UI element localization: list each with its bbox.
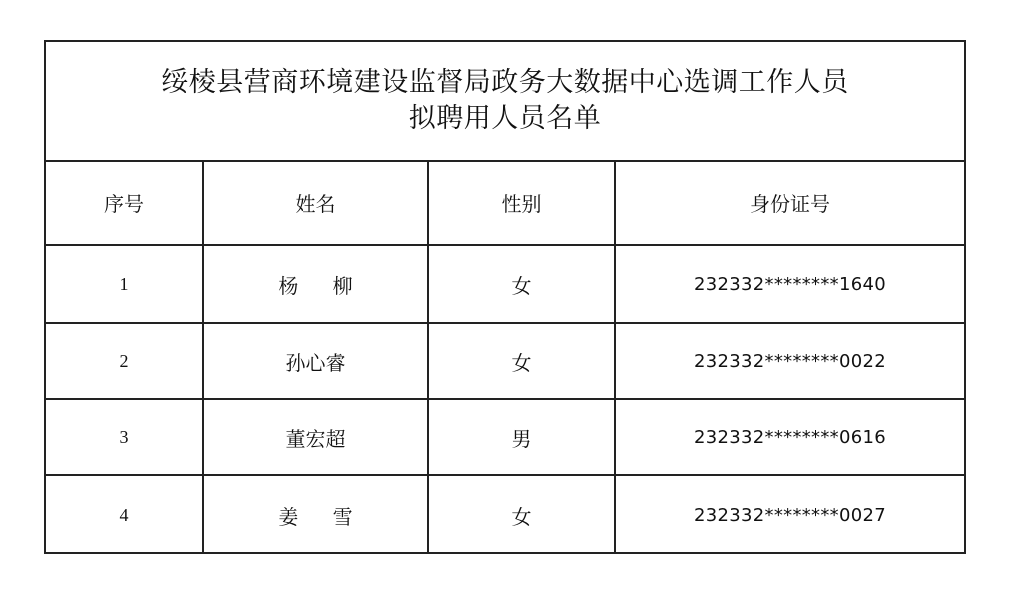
row-gender: 男 [429,400,616,474]
row-id-number: 232332********1640 [694,273,886,295]
title-line-1: 绥棱县营商环境建设监督局政务大数据中心选调工作人员 [161,67,849,98]
table-grid [46,160,964,554]
header-id-number: 身份证号 [750,191,830,216]
document-title [46,42,964,162]
table-row [46,246,964,324]
row-id-number: 232332********0616 [694,426,886,448]
row-index: 4 [46,476,204,554]
row-gender: 女 [429,324,616,398]
row-name-text: 杨 柳 [278,273,367,298]
row-name: 孙心睿 [204,324,429,398]
row-gender: 女 [429,246,616,322]
row-name: 董宏超 [204,400,429,474]
table-row [46,324,964,400]
header-gender: 性别 [429,160,616,244]
title-line-2: 拟聘用人员名单 [408,103,602,134]
row-index: 3 [46,400,204,474]
row-name [204,476,429,554]
row-id-number: 232332********0027 [694,504,886,526]
row-index: 2 [46,324,204,398]
table-row [46,476,964,554]
row-gender: 女 [429,476,616,554]
row-id-number: 232332********0022 [694,350,886,372]
header-index: 序号 [46,160,204,244]
personnel-table [44,40,966,554]
header-name: 姓名 [204,160,429,244]
row-name [204,246,429,322]
row-name-text: 姜 雪 [278,504,367,529]
table-header-row [46,160,964,246]
table-row [46,400,964,476]
row-index: 1 [46,246,204,322]
